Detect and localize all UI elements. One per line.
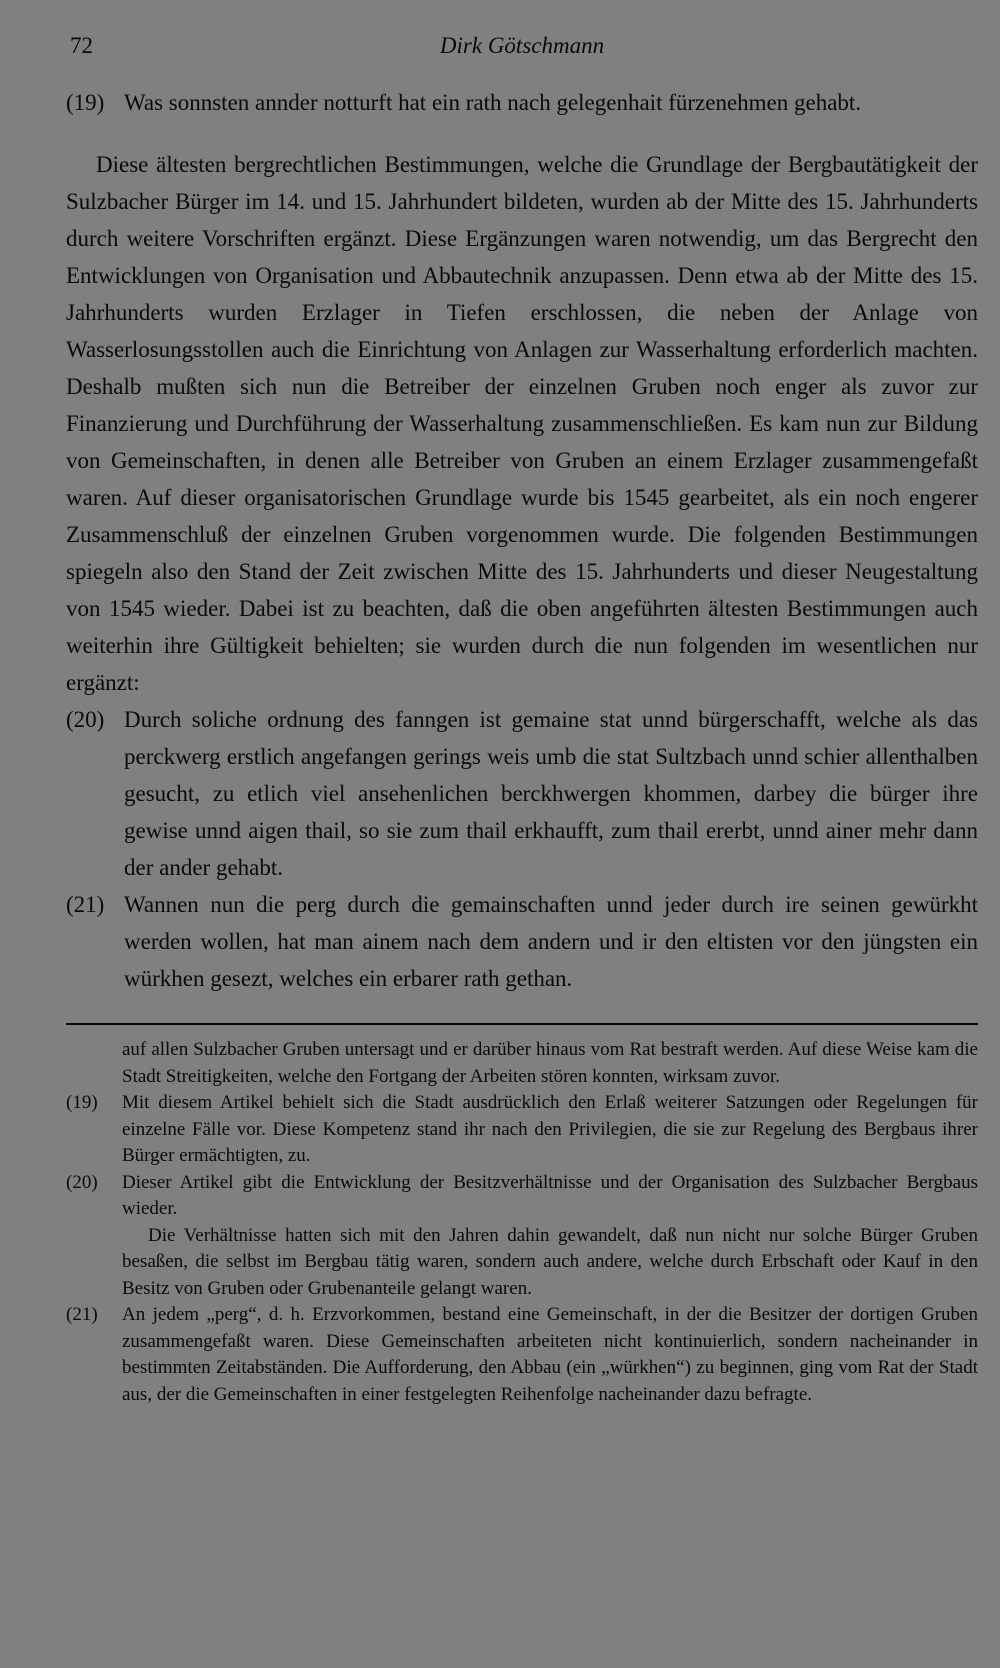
- footnote-text: Dieser Artikel gibt die Entwicklung der Besitzverhältnisse und der Organisation des Sulzbacher Bergbaus wieder.: [122, 1171, 978, 1219]
- footnote-20: [66, 1170, 978, 1223]
- article-20: [66, 701, 978, 886]
- article-number: (21): [66, 892, 105, 917]
- footnotes: [66, 1037, 978, 1408]
- article-21: [66, 886, 978, 997]
- main-text: [66, 84, 978, 997]
- page-number: 72: [70, 33, 93, 58]
- article-text: Durch soliche ordnung des fanngen ist gemaine stat unnd bürgerschafft, welche als das perckwerg erstlich angefangen gerings weis umb die stat Sultzbach unnd schier allenthalben gesucht, zu etlich viel ansehenlichen berckhwergen khommen, darbey die bürger ihre gewise unnd aigen thail, so sie zum thail erkhaufft, zum thail ererbt, unnd ainer mehr dann der ander gehabt.: [124, 707, 978, 880]
- page-header: [66, 30, 978, 64]
- body-paragraph: Diese ältesten bergrechtlichen Bestimmungen, welche die Grundlage der Bergbautätigkeit der Sulzbacher Bürger im 14. und 15. Jahrhundert bildeten, wurden ab der Mitte des 15. Jahrhunderts durch weitere Vorschriften ergänzt. Diese Ergänzungen waren notwendig, um das Bergrecht den Entwicklungen von Organisation und Abbautechnik anzupassen. Denn etwa ab der Mitte des 15. Jahrhunderts wurden Erzlager in Tiefen erschlossen, die neben der Anlage von Wasserlosungsstollen auch die Einrichtung von Anlagen zur Wasserhaltung erforderlich machten. Deshalb mußten sich nun die Betreiber der einzelnen Gruben noch enger als zuvor zur Finanzierung und Durchführung der Wasserhaltung zusammenschließen. Es kam nun zur Bildung von Gemeinschaften, in denen alle Betreiber von Gruben an einem Erzlager zusammengefaßt waren. Auf dieser organisatorischen Grundlage wurde bis 1545 gearbeitet, als ein noch engerer Zusammenschluß der einzelnen Gruben vorgenommen wurde. Die folgenden Bestimmungen spiegeln also den Stand der Zeit zwischen Mitte des 15. Jahrhunderts und dieser Neugestaltung von 1545 wieder. Dabei ist zu beachten, daß die oben angeführten ältesten Bestimmungen auch weiterhin ihre Gültigkeit behielten; sie wurden durch die nun folgenden im wesentlichen nur ergänzt:: [66, 152, 978, 695]
- footnote-19: [66, 1090, 978, 1170]
- footnote-number: (21): [66, 1304, 98, 1325]
- footnote-number: (20): [66, 1171, 98, 1193]
- footnote-continuation: auf allen Sulzbacher Gruben untersagt und er darüber hinaus vom Rat bestraft werden. Auf diese Weise kam die Stadt Streitigkeiten, welche den Fortgang der Arbeiten stören konnten, wirksam zuvor.: [122, 1039, 978, 1087]
- article-text: Wannen nun die perg durch die gemainschaften unnd jeder durch ire seinen gewürkht werden wollen, hat man ainem nach dem andern und ir den eltisten vor den jüngsten ein würkhen gesezt, welches ein erbarer rath gethan.: [124, 892, 978, 991]
- footnote-text: Mit diesem Artikel behielt sich die Stadt ausdrücklich den Erlaß weiterer Satzungen oder Regelungen für einzelne Fälle vor. Diese Kompetenz stand ihr nach den Privilegien, die sie zur Regelung des Bergbaus ihrer Bürger ermächtigten, zu.: [122, 1092, 978, 1166]
- running-head: Dirk Götschmann: [439, 33, 605, 58]
- footnote-divider: [66, 1023, 978, 1025]
- footnote-21: [66, 1302, 978, 1408]
- footnote-number: (19): [66, 1092, 98, 1113]
- footnote-20-paragraph: Die Verhältnisse hatten sich mit den Jahren dahin gewandelt, daß nun nicht nur solche Bürger Gruben besaßen, die selbst im Bergbau tätig waren, sondern auch andere, welche durch Erbschaft oder Kauf in den Besitz von Gruben oder Grubenanteile gelangt waren.: [122, 1224, 978, 1299]
- footnote-text: An jedem „perg“, d. h. Erzvorkommen, bestand eine Gemeinschaft, in der die Besitzer der dortigen Gruben zusammengefaßt waren. Diese Gemeinschaften arbeiteten nicht kontinuierlich, sondern nacheinander in bestimmten Zeitabständen. Die Aufforderung, den Abbau (ein „würkhen“) zu beginnen, ging vom Rat der Stadt aus, der die Gemeinschaften in einer festgelegten Reihenfolge nacheinander dazu befragte.: [122, 1304, 978, 1405]
- article-19: [66, 84, 978, 121]
- article-number: (20): [66, 707, 105, 732]
- article-number: (19): [66, 90, 105, 115]
- book-page: [66, 30, 978, 1408]
- article-text: Was sonnsten annder notturft hat ein rath nach gelegenhait fürzenehmen gehabt.: [124, 90, 862, 115]
